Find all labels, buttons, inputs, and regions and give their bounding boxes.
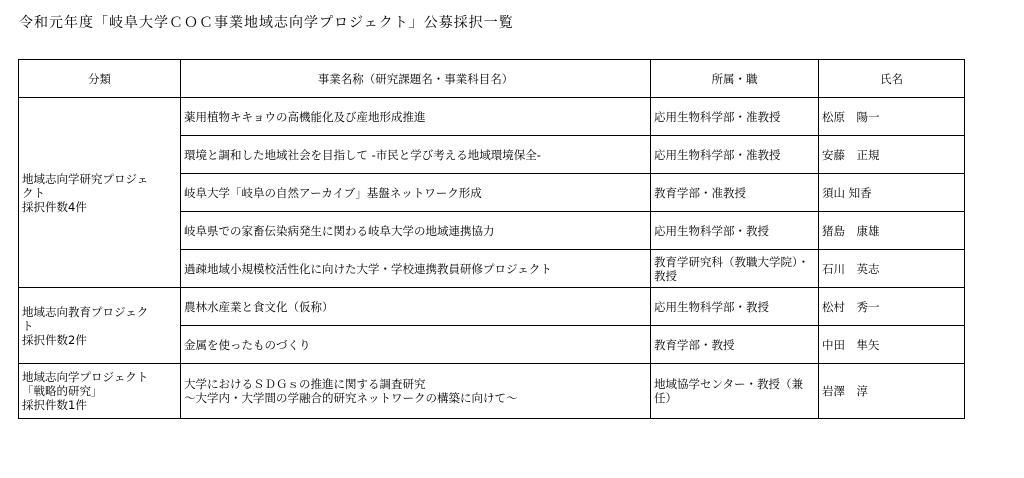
adoption-table (18, 59, 965, 419)
person-cell: 中田 隼矢 (819, 326, 965, 364)
project-cell (181, 364, 651, 419)
table-row (19, 98, 965, 136)
person-cell: 岩澤 淳 (819, 364, 965, 419)
header-name: 氏名 (819, 60, 965, 98)
table-row (19, 364, 965, 419)
affiliation-cell: 地域協学センター・教授（兼任） (651, 364, 819, 419)
header-project: 事業名称（研究課題名・事業科目名） (181, 60, 651, 98)
category-line: 「戦略的研究」 (22, 384, 103, 398)
person-cell: 猪島 康雄 (819, 212, 965, 250)
affiliation-cell: 教育学研究科（教職大学院）・教授 (651, 250, 819, 288)
category-line: 地域志向学研究プロジェ (22, 171, 149, 186)
category-count: 採択件数4件 (22, 199, 87, 214)
affiliation-cell: 応用生物科学部・准教授 (651, 98, 819, 136)
person-cell: 石川 英志 (819, 250, 965, 288)
project-cell: 農林水産業と食文化（仮称） (181, 288, 651, 326)
project-cell: 金属を使ったものづくり (181, 326, 651, 364)
person-cell: 松村 秀一 (819, 288, 965, 326)
project-cell: 岐阜県での家畜伝染病発生に関わる岐阜大学の地域連携協力 (181, 212, 651, 250)
person-cell: 安藤 正規 (819, 136, 965, 174)
header-row (19, 60, 965, 98)
affiliation-cell: 教育学部・准教授 (651, 174, 819, 212)
project-line: 大学におけるＳＤＧｓの推進に関する調査研究 (184, 377, 426, 391)
project-cell: 岐阜大学「岐阜の自然アーカイブ」基盤ネットワーク形成 (181, 174, 651, 212)
category-line: 地域志向教育プロジェク (22, 304, 149, 319)
table-row (19, 288, 965, 326)
category-cell (19, 364, 181, 419)
category-count: 採択件数1件 (22, 398, 87, 412)
header-affiliation: 所属・職 (651, 60, 819, 98)
header-category: 分類 (19, 60, 181, 98)
person-cell: 松原 陽一 (819, 98, 965, 136)
affiliation-cell: 教育学部・教授 (651, 326, 819, 364)
project-cell: 過疎地域小規模校活性化に向けた大学・学校連携教員研修プロジェクト (181, 250, 651, 288)
affiliation-cell: 応用生物科学部・准教授 (651, 136, 819, 174)
page-title: 令和元年度「岐阜大学ＣＯＣ事業地域志向学プロジェクト」公募採択一覧 (19, 15, 514, 31)
affiliation-cell: 応用生物科学部・教授 (651, 212, 819, 250)
project-cell: 環境と調和した地域社会を目指して -市民と学び考える地域環境保全- (181, 136, 651, 174)
category-cell (19, 98, 181, 288)
category-count: 採択件数2件 (22, 332, 87, 347)
category-cell (19, 288, 181, 364)
affiliation-cell: 応用生物科学部・教授 (651, 288, 819, 326)
category-line: クト (22, 185, 45, 200)
project-cell: 薬用植物キキョウの高機能化及び産地形成推進 (181, 98, 651, 136)
category-line: ト (22, 318, 34, 333)
project-subtitle: ～大学内・大学間の学融合的研究ネットワークの構築に向けて～ (184, 391, 518, 405)
person-cell: 須山 知香 (819, 174, 965, 212)
category-line: 地域志向学プロジェクト (22, 370, 149, 384)
